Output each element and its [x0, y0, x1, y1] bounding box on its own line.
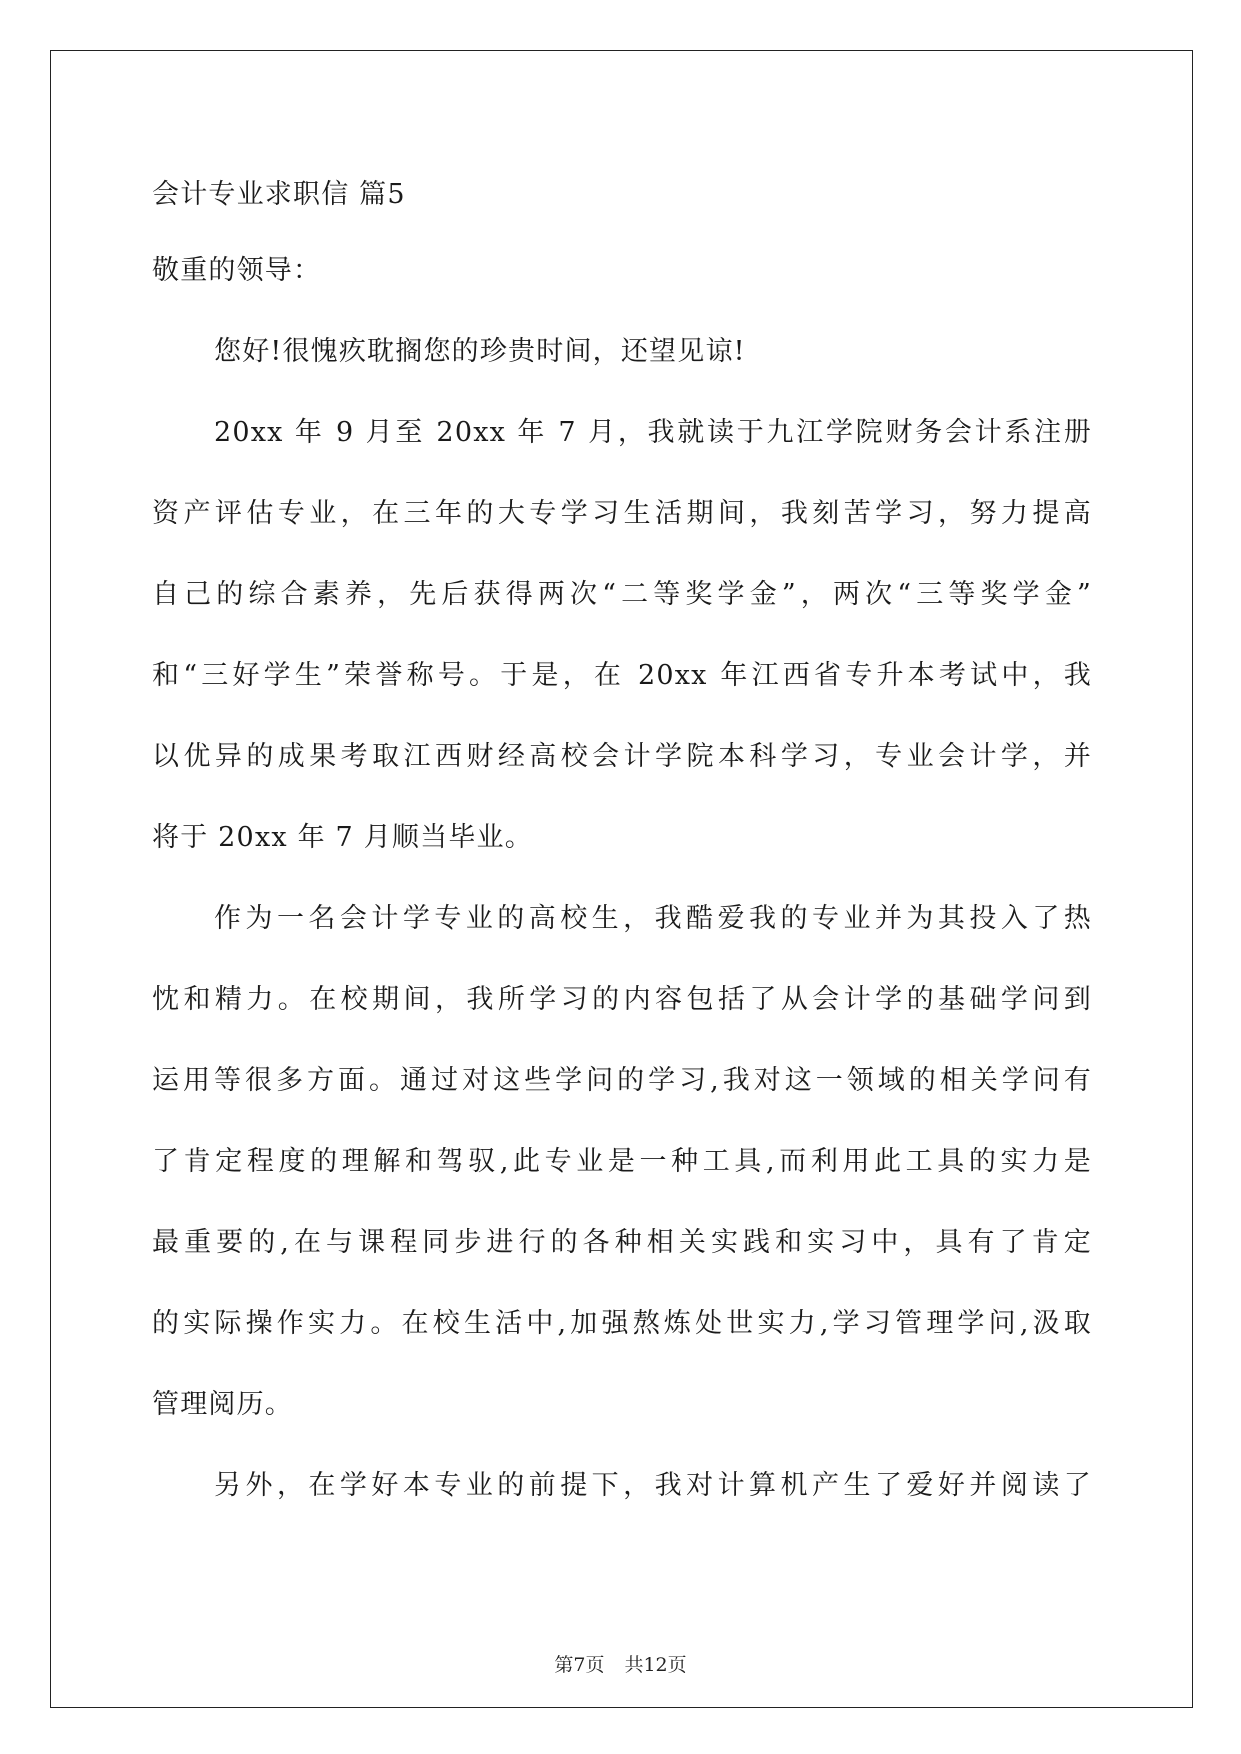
text-line: 的实际操作实力。在校生活中,加强熬炼处世实力,学习管理学问,汲取 [152, 1308, 1092, 1339]
text-line: 最重要的,在与课程同步进行的各种相关实践和实习中，具有了肯定 [152, 1227, 1092, 1258]
page-total: 共12页 [624, 1654, 687, 1676]
text-line: 资产评估专业，在三年的大专学习生活期间，我刻苦学习，努力提高 [152, 498, 1092, 529]
text-line: 运用等很多方面。通过对这些学问的学习,我对这一领域的相关学问有 [152, 1065, 1092, 1096]
paragraph-lines [152, 230, 1092, 1526]
text-line: 20xx 年 9 月至 20xx 年 7 月，我就读于九江学院财务会计系注册 [214, 417, 1092, 448]
text-line: 以优异的成果考取江西财经高校会计学院本科学习，专业会计学，并 [152, 741, 1092, 772]
page-number: 第7页 [554, 1654, 605, 1676]
text-line: 和“三好学生”荣誉称号。于是，在 20xx 年江西省专升本考试中，我 [152, 660, 1092, 691]
text-line: 您好!很愧疚耽搁您的珍贵时间，还望见谅! [214, 336, 746, 367]
text-line: 将于 20xx 年 7 月顺当毕业。 [152, 822, 533, 853]
document-title: 会计专业求职信 篇5 [152, 179, 406, 210]
text-line: 管理阅历。 [152, 1389, 293, 1420]
text-line: 自己的综合素养，先后获得两次“二等奖学金”，两次“三等奖学金” [152, 579, 1092, 610]
text-line: 作为一名会计学专业的高校生，我酷爱我的专业并为其投入了热 [214, 903, 1092, 934]
page-footer [0, 1650, 1241, 1677]
document-body [152, 160, 1092, 1526]
text-line: 敬重的领导： [152, 255, 322, 286]
text-line: 了肯定程度的理解和驾驭,此专业是一种工具,而利用此工具的实力是 [152, 1146, 1092, 1177]
text-line: 另外，在学好本专业的前提下，我对计算机产生了爱好并阅读了 [214, 1470, 1092, 1501]
text-line: 忱和精力。在校期间，我所学习的内容包括了从会计学的基础学问到 [152, 984, 1092, 1015]
